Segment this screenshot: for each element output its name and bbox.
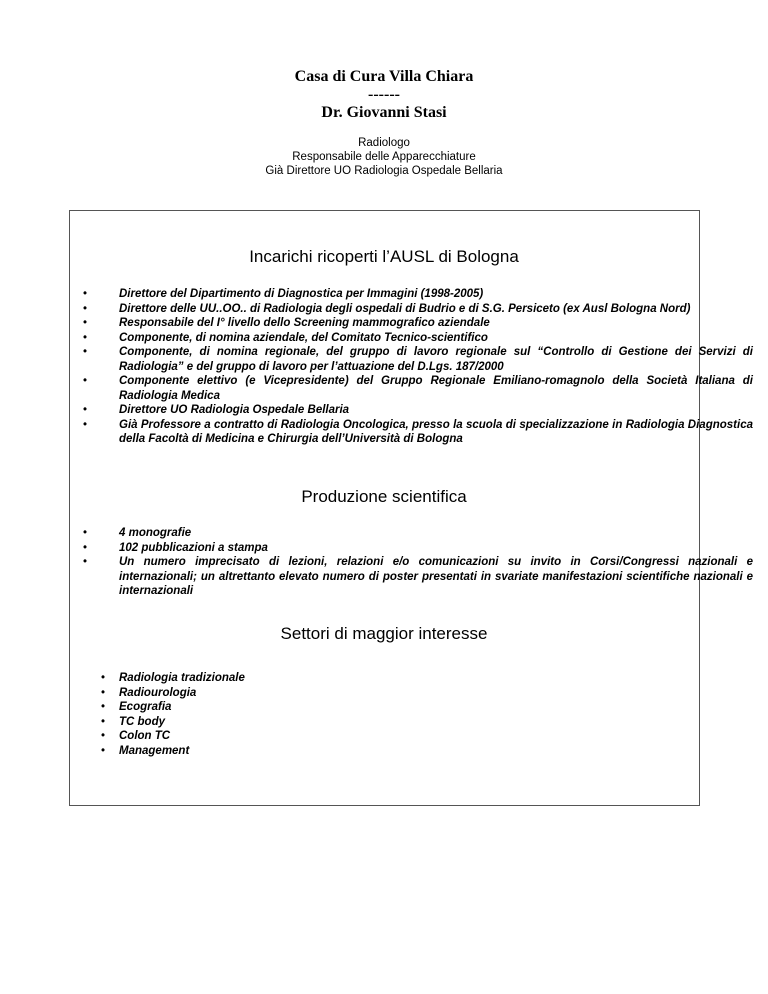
list-item: • Responsabile del I° livello dello Screening mammografico aziendale	[119, 316, 753, 331]
list-item: • TC body	[119, 715, 419, 730]
list-item: • 102 pubblicazioni a stampa	[119, 541, 753, 556]
section-title-produzione: Produzione scientifica	[301, 487, 467, 506]
list-item: • Direttore del Dipartimento di Diagnostica per Immagini (1998-2005)	[119, 287, 753, 302]
list-item: • Componente, di nomina regionale, del gruppo di lavoro regionale sul “Controllo di Gestione dei Servizi di Radiologia” e del gruppo di lavoro per l’attuazione del D.Lgs. 187/2000	[119, 345, 753, 374]
role-line: Radiologo	[358, 137, 410, 149]
list-item: • Colon TC	[119, 729, 419, 744]
list-item: • Management	[119, 744, 419, 759]
list-item: • Un numero imprecisato di lezioni, relazioni e/o comunicazioni su invito in Corsi/Congressi nazionali e internazionali; un altrettanto elevato numero di poster presentati in svariate manifestazioni scientifiche nazionali e internazionali	[119, 555, 753, 599]
header-separator: ------	[368, 86, 400, 103]
list-item: • Ecografia	[119, 700, 419, 715]
role-line: Responsabile delle Apparecchiature	[292, 151, 476, 163]
produzione-list	[119, 526, 753, 599]
settori-list	[119, 671, 419, 758]
doctor-name: Dr. Giovanni Stasi	[321, 104, 447, 121]
list-item: • Già Professore a contratto di Radiologia Oncologica, presso la scuola di specializzazione in Radiologia Diagnostica della Facoltà di Medicina e Chirurgia dell’Università di Bologna	[119, 418, 753, 447]
list-item: • Radiologia tradizionale	[119, 671, 419, 686]
list-item: • Direttore UO Radiologia Ospedale Bellaria	[119, 403, 753, 418]
section-title-incarichi: Incarichi ricoperti l’AUSL di Bologna	[249, 247, 519, 266]
clinic-name: Casa di Cura Villa Chiara	[294, 68, 474, 85]
list-item: • Componente, di nomina aziendale, del Comitato Tecnico-scientifico	[119, 331, 753, 346]
list-item: • 4 monografie	[119, 526, 753, 541]
list-item: • Direttore delle UU..OO.. di Radiologia degli ospedali di Budrio e di S.G. Persiceto (ex Ausl Bologna Nord)	[119, 302, 753, 317]
list-item: • Componente elettivo (e Vicepresidente) del Gruppo Regionale Emiliano-romagnolo della Società Italiana di Radiologia Medica	[119, 374, 753, 403]
role-line: Già Direttore UO Radiologia Ospedale Bellaria	[265, 165, 503, 177]
incarichi-list	[119, 287, 753, 447]
section-title-settori: Settori di maggior interesse	[280, 624, 488, 643]
list-item: • Radiourologia	[119, 686, 419, 701]
document-header	[0, 68, 768, 178]
